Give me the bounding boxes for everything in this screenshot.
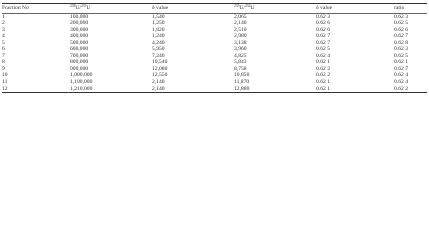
cell-delta-2: 0.62 5 xyxy=(316,46,330,53)
data-table xyxy=(2,4,427,13)
cell-u238-u235: 800,000 xyxy=(70,59,89,66)
cell-ratio: 0.62 5 xyxy=(394,52,408,59)
cell-u238-u235: 1,210,000 xyxy=(70,85,93,92)
cell-u235-u234: 2,980 xyxy=(234,33,247,40)
cell-delta-1: 4,240 xyxy=(152,39,165,46)
cell-ratio: 0.62 3 xyxy=(394,46,408,53)
header-u238-u235 xyxy=(70,4,152,13)
cell-u235-u234: 3,960 xyxy=(234,46,247,53)
cell-delta-2: 0.62 3 xyxy=(316,13,330,20)
table-header xyxy=(2,4,427,13)
cell-u235-u234: 4,825 xyxy=(234,52,247,59)
cell-u238-u235: 900,000 xyxy=(70,65,89,72)
cell-ratio: 0.62 4 xyxy=(394,72,408,79)
cell-ratio: 0.62 8 xyxy=(394,39,408,46)
header-u-part4: U xyxy=(250,5,255,11)
cell-u238-u235: 1,000,000 xyxy=(70,72,93,79)
cell-fraction-no: 12 xyxy=(2,85,8,92)
cell-delta-2: 0.62 7 xyxy=(316,33,330,40)
cell-fraction-no: 4 xyxy=(2,33,5,40)
header-u-part2: U xyxy=(86,5,91,11)
table-bottom-rule xyxy=(2,92,427,93)
cell-u238-u235: 200,000 xyxy=(70,20,89,27)
cell-delta-1: 1,240 xyxy=(152,33,165,40)
cell-fraction-no: 2 xyxy=(2,20,5,27)
cell-u235-u234: 3,138 xyxy=(234,39,247,46)
header-u-part1: U/ xyxy=(75,5,81,11)
cell-u238-u235: 1,100,000 xyxy=(70,78,93,85)
header-fraction-no: Fraction No xyxy=(2,5,29,11)
cell-delta-2: 0.62 1 xyxy=(316,85,330,92)
cell-u235-u234: 10,850 xyxy=(234,72,250,79)
header-sup-238: 238 xyxy=(70,4,76,8)
header-u-part3: U/ xyxy=(239,5,245,11)
cell-delta-2: 0.62 6 xyxy=(316,20,330,27)
cell-delta-2: 0.62 4 xyxy=(316,52,330,59)
cell-u235-u234: 8,758 xyxy=(234,65,247,72)
cell-delta-1: 12,080 xyxy=(152,65,168,72)
cell-u238-u235: 400,000 xyxy=(70,33,89,40)
cell-delta-1: 1,540 xyxy=(152,13,165,20)
table-body xyxy=(2,14,427,93)
cell-u238-u235: 100,000 xyxy=(70,13,89,20)
cell-delta-1: 2,140 xyxy=(152,85,165,92)
cell-delta-2: 0.62 6 xyxy=(316,26,330,33)
cell-fraction-no: 3 xyxy=(2,26,5,33)
header-ratio: ratio xyxy=(394,5,405,11)
cell-delta-2: 0.62 7 xyxy=(316,39,330,46)
cell-ratio: 0.62 4 xyxy=(394,78,408,85)
cell-delta-1: 1,820 xyxy=(152,26,165,33)
cell-fraction-no: 1 xyxy=(2,13,5,20)
cell-fraction-no: 5 xyxy=(2,39,5,46)
cell-delta-1: 12,550 xyxy=(152,72,168,79)
cell-u238-u235: 700,000 xyxy=(70,52,89,59)
cell-fraction-no: 10 xyxy=(2,72,8,79)
cell-u235-u234: 2,140 xyxy=(234,20,247,27)
cell-u235-u234: 12,880 xyxy=(234,85,250,92)
header-delta-value-1: δ value xyxy=(152,5,169,11)
header-sup-235b: 235 xyxy=(234,4,240,8)
cell-ratio: 0.62 5 xyxy=(394,20,408,27)
header-u235-u234 xyxy=(234,4,316,13)
cell-ratio: 0.62 2 xyxy=(394,85,408,92)
cell-delta-2: 0.62 2 xyxy=(316,72,330,79)
cell-fraction-no: 9 xyxy=(2,65,5,72)
header-row xyxy=(2,4,427,13)
data-table-body xyxy=(2,14,427,93)
cell-delta-1: 5,950 xyxy=(152,46,165,53)
cell-delta-2: 0.62 1 xyxy=(316,59,330,66)
cell-u238-u235: 300,000 xyxy=(70,26,89,33)
cell-u238-u235: 500,000 xyxy=(70,39,89,46)
cell-delta-1: 1,250 xyxy=(152,20,165,27)
cell-delta-1: 10,540 xyxy=(152,59,168,66)
cell-ratio: 0.62 6 xyxy=(394,26,408,33)
cell-fraction-no: 6 xyxy=(2,46,5,53)
cell-ratio: 0.62 7 xyxy=(394,65,408,72)
cell-fraction-no: 11 xyxy=(2,78,8,85)
cell-ratio: 0.62 1 xyxy=(394,59,408,66)
cell-delta-2: 0.62 1 xyxy=(316,78,330,85)
header-sup-234: 234 xyxy=(244,4,251,8)
cell-u235-u234: 2,510 xyxy=(234,26,247,33)
cell-delta-1: 7,240 xyxy=(152,52,165,59)
cell-delta-2: 0.62 2 xyxy=(316,65,330,72)
cell-u238-u235: 600,000 xyxy=(70,46,89,53)
data-table-container xyxy=(2,3,427,93)
cell-u235-u234: 2,065 xyxy=(234,13,247,20)
cell-u235-u234: 11,870 xyxy=(234,78,250,85)
cell-delta-1: 2,140 xyxy=(152,78,165,85)
cell-u235-u234: 5,843 xyxy=(234,59,247,66)
cell-ratio: 0.62 3 xyxy=(394,13,408,20)
header-delta-value-2: δ value xyxy=(316,5,333,11)
cell-ratio: 0.62 7 xyxy=(394,33,408,40)
cell-fraction-no: 8 xyxy=(2,59,5,66)
header-sup-235: 235 xyxy=(80,4,87,8)
cell-fraction-no: 7 xyxy=(2,52,5,59)
